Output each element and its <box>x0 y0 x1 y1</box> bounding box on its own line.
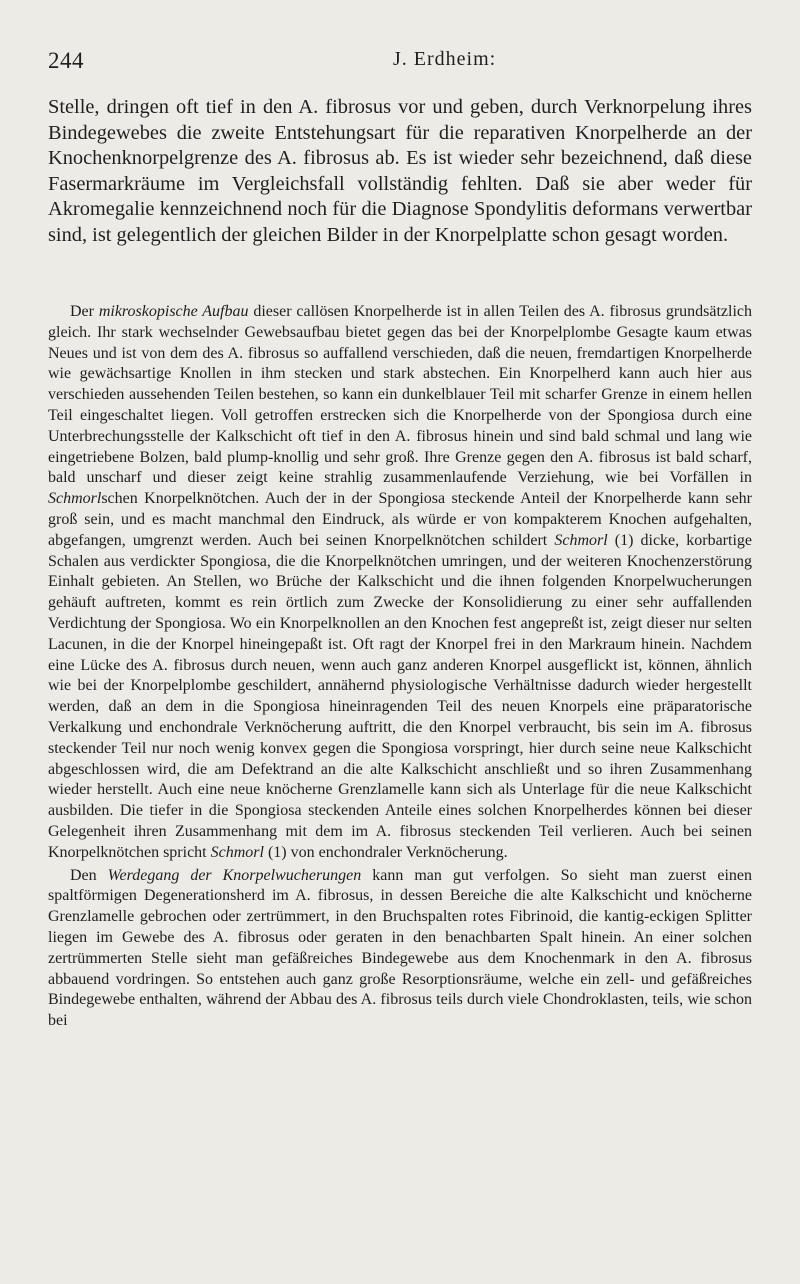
paragraph-mikroskopischer-aufbau <box>48 302 752 864</box>
author-name: Schmorl <box>554 531 608 549</box>
text-run: (1) von enchondraler Verknöcherung. <box>263 843 508 861</box>
italic-term: mikroskopische Aufbau <box>98 303 249 320</box>
text-run: (1) dicke, korbartige Schalen aus verdickter Spongiosa, die die Knorpelknötchen umringen, und der weiteren Knochenzerstörung Einhalt gebieten. An Stellen, wo Brüche der Kalkschicht und die ihnen folgenden Knorpelwucherungen gehäuft auftreten, kommt es rein örtlich zum Zwecke der Konsolidierung zu einer sehr auffallenden Verdichtung der Spongiosa. Wo ein Knorpelknollen an den Knochen fest angepreßt ist, zeigt dieser nur selten Lacunen, in die der Knorpel hineingepaßt ist. Oft ragt der Knorpel frei in den Markraum hinein. Nachdem eine Lücke des A. fibrosus durch neuen, wenn auch ganz anderen Knorpel ausgeflickt ist, können, ähnlich wie bei der Knorpelplombe geschildert, annähernd physiologische Verhältnisse dadurch wieder hergestellt werden, daß an dem in die Spongiosa hineinragenden Teil des neuen Knorpels eine präparatorische Verkalkung und enchondrale Verknöcherung auftritt, die den Knorpel verbraucht, bis sein im A. fibrosus steckender Teil nur noch wenig konvex gegen die Spongiosa vorspringt, hier durch seine neue Kalkschicht abgeschlossen wird, die am Defektrand an die alte Kalkschicht anschließt und so ihren Zusammenhang wieder herstellt. Auch eine neue knöcherne Grenzlamelle kann sich als Unterlage für die neue Kalkschicht ausbilden. Die tiefer in die Spongiosa steckenden Anteile eines solchen Knorpelherdes können bei dieser Gelegenheit ihren Zusammenhang mit dem im A. fibrosus steckenden Teil verlieren. Auch bei seinen Knorpelknötchen spricht <box>48 531 752 861</box>
paragraph-large: Stelle, dringen oft tief in den A. fibrosus vor und geben, durch Verknorpelung ihres Bindegewebes die zweite Entstehungsart für die reparativen Knorpelherde an der Knochenknorpelgrenze des A. fibrosus ab. Es ist wieder sehr bezeichnend, daß diese Fasermarkräume im Vergleichsfall vollständig fehlten. Daß sie aber weder für Akromegalie kennzeichnend noch für die Diagnose Spondylitis deformans verwertbar sind, ist gelegentlich der gleichen Bilder in der Knorpelplatte schon gesagt worden. <box>48 96 752 246</box>
author-name: Schmorl <box>210 843 264 861</box>
text-run: schen Knorpelknötchen. Auch der in der Spongiosa steckende Anteil der Knorpelherde kann sehr groß sein, und es macht manchmal den Eindruck, als würde er von kompakterem Knochen aufgehalten, abgefangen, umgrenzt werden. Auch bei seinen Knorpelknötchen schildert <box>48 490 752 549</box>
page-header <box>48 48 752 82</box>
paragraph-werdegang <box>48 866 752 1032</box>
author-name: Schmorl <box>48 490 102 508</box>
text-run: dieser callösen Knorpelherde ist in allen Teilen des A. fibrosus grundsätzlich gleich. Ihr stark wechselnder Gewebsaufbau bietet gegen das bei der Knorpelplombe Gesagte kaum etwas Neues und ist von dem des A. fibrosus so auffallend verschieden, daß die neuen, fremdartigen Knorpelherde wie gewächsartige Knollen in ihm stecken und stark abstechen. Ein Knorpelherd kann auch hier aus verschieden aussehenden Teilen bestehen, so kann ein dunkelblauer Teil mit scharfer Grenze in einem hellen Teil eingeschaltet liegen. Voll getroffen erstrecken sich die Knorpelherde von der Spongiosa durch eine Unterbrechungsstelle der Kalkschicht oft tief in den A. fibrosus hinein und sind bald schmal und lang wie eingetriebene Bolzen, bald plump-knollig und sehr groß. Ihre Grenze gegen den A. fibrosus ist bald scharf, bald unscharf und dieser zeigt keine strahlig zusammenlaufende Verziehung, wie bei Vorfällen in <box>48 303 753 487</box>
small-text-block <box>48 300 752 1032</box>
italic-term: Werdegang der Knorpelwucherungen <box>107 866 362 884</box>
page-number: 244 <box>48 48 84 73</box>
text-run: Der <box>70 303 99 320</box>
text-run: Den <box>70 866 108 884</box>
text-run: kann man gut verfolgen. So sieht man zuerst einen spaltförmigen Degenerationsherd im A. fibrosus, in dessen Bereiche die alte Kalkschicht und knöcherne Grenzlamelle gebrochen oder zertrümmert, in den Bruchspalten rotes Fibrinoid, die kantig-eckigen Splitter liegen im Gewebe des A. fibrosus oder geraten in den benachbarten Spalt hinein. An einer solchen zertrümmerten Stelle sieht man gefäßreiches Bindegewebe aus dem Knochenmark in den A. fibrosus abbauend vordringen. So entstehen auch ganz große Resorptionsräume, welche ein zell- und gefäßreiches Bindegewebe enthalten, während der Abbau des A. fibrosus teils durch viele Chondroklasten, teils, wie schon bei <box>48 866 753 1030</box>
large-text-block <box>48 95 752 249</box>
running-head: J. Erdheim: <box>393 48 497 70</box>
